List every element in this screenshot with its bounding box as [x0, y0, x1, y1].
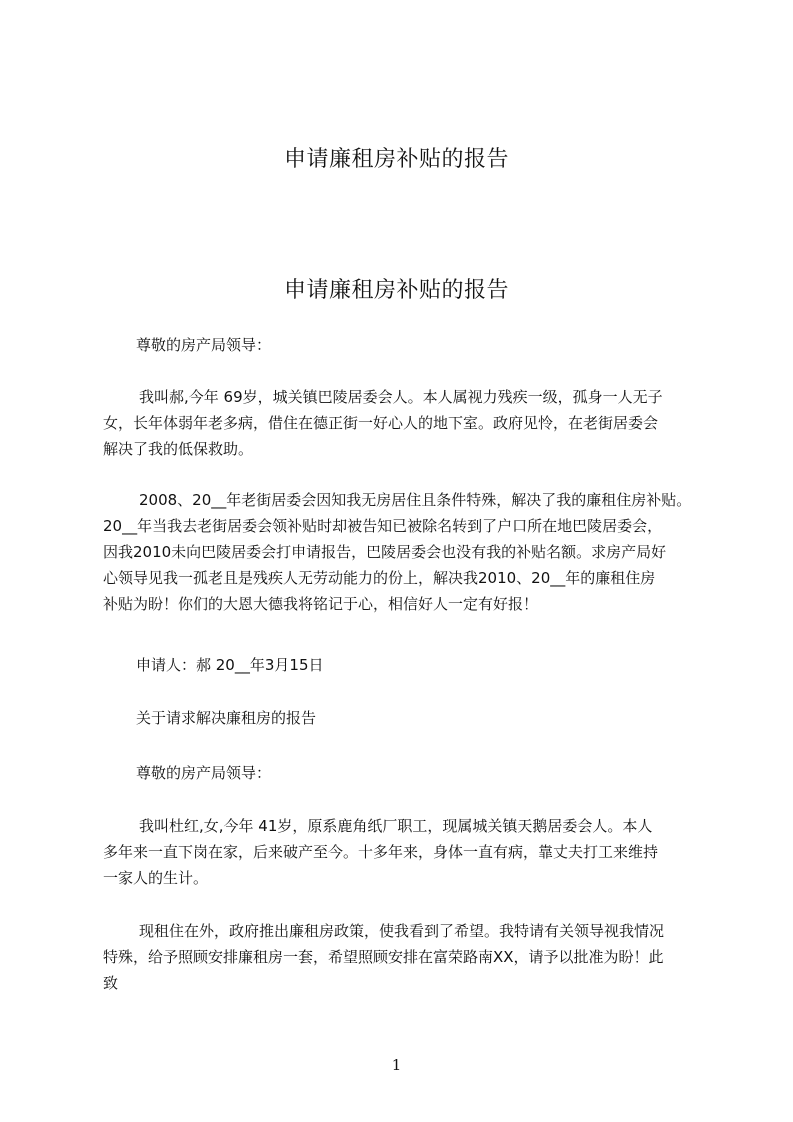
paragraph-line: 多年来一直下岗在家，后来破产至今。十多年来，身体一直有病，靠丈夫打工来维持: [103, 843, 659, 861]
paragraph-line: 20__年当我去老街居委会领补贴时却被告知已被除名转到了户口所在地巴陵居委会，: [103, 517, 663, 535]
paragraph-line: 补贴为盼！你们的大恩大德我将铭记于心，相信好人一定有好报！: [103, 595, 539, 613]
paragraph-4: [103, 918, 703, 996]
paragraph-line: 女，长年体弱年老多病，借住在德正街一好心人的地下室。政府见怜，在老街居委会: [103, 414, 659, 432]
salutation-2: 尊敬的房产局领导：: [136, 764, 272, 782]
paragraph-line: 解决了我的低保救助。: [103, 440, 254, 458]
page-title-main: 申请廉租房补贴的报告: [283, 278, 509, 303]
paragraph-line: 因我2010未向巴陵居委会打申请报告，巴陵居委会也没有我的补贴名额。求房产局好: [103, 543, 667, 561]
paragraph-line: 一家人的生计。: [103, 869, 209, 887]
page-number: 1: [391, 1056, 402, 1074]
subtitle-2: 关于请求解决廉租房的报告: [136, 709, 317, 727]
paragraph-3: [103, 813, 703, 891]
paragraph-line: 心领导见我一孤老且是残疾人无劳动能力的份上，解决我2010、20__年的廉租住房: [103, 569, 656, 587]
salutation-1: 尊敬的房产局领导：: [136, 336, 272, 354]
paragraph-1: [103, 384, 703, 462]
paragraph-line: 现租住在外，政府推出廉租房政策，使我看到了希望。我特请有关领导视我情况: [139, 922, 665, 940]
page-title-top: 申请廉租房补贴的报告: [283, 147, 509, 172]
paragraph-line: 致: [103, 974, 119, 992]
paragraph-2: [103, 487, 703, 617]
applicant-line: 申请人：郝 20__年3月15日: [136, 656, 324, 674]
paragraph-line: 2008、20__年老街居委会因知我无房居住且条件特殊，解决了我的廉租住房补贴。: [139, 491, 692, 509]
paragraph-line: 特殊，给予照顾安排廉租房一套，希望照顾安排在富荣路南XX，请予以批准为盼！此: [103, 948, 664, 966]
paragraph-line: 我叫郝,今年 69岁，城关镇巴陵居委会人。本人属视力残疾一级，孤身一人无子: [139, 388, 663, 406]
paragraph-line: 我叫杜红,女,今年 41岁，原系鹿角纸厂职工，现属城关镇天鹅居委会人。本人: [139, 817, 653, 835]
